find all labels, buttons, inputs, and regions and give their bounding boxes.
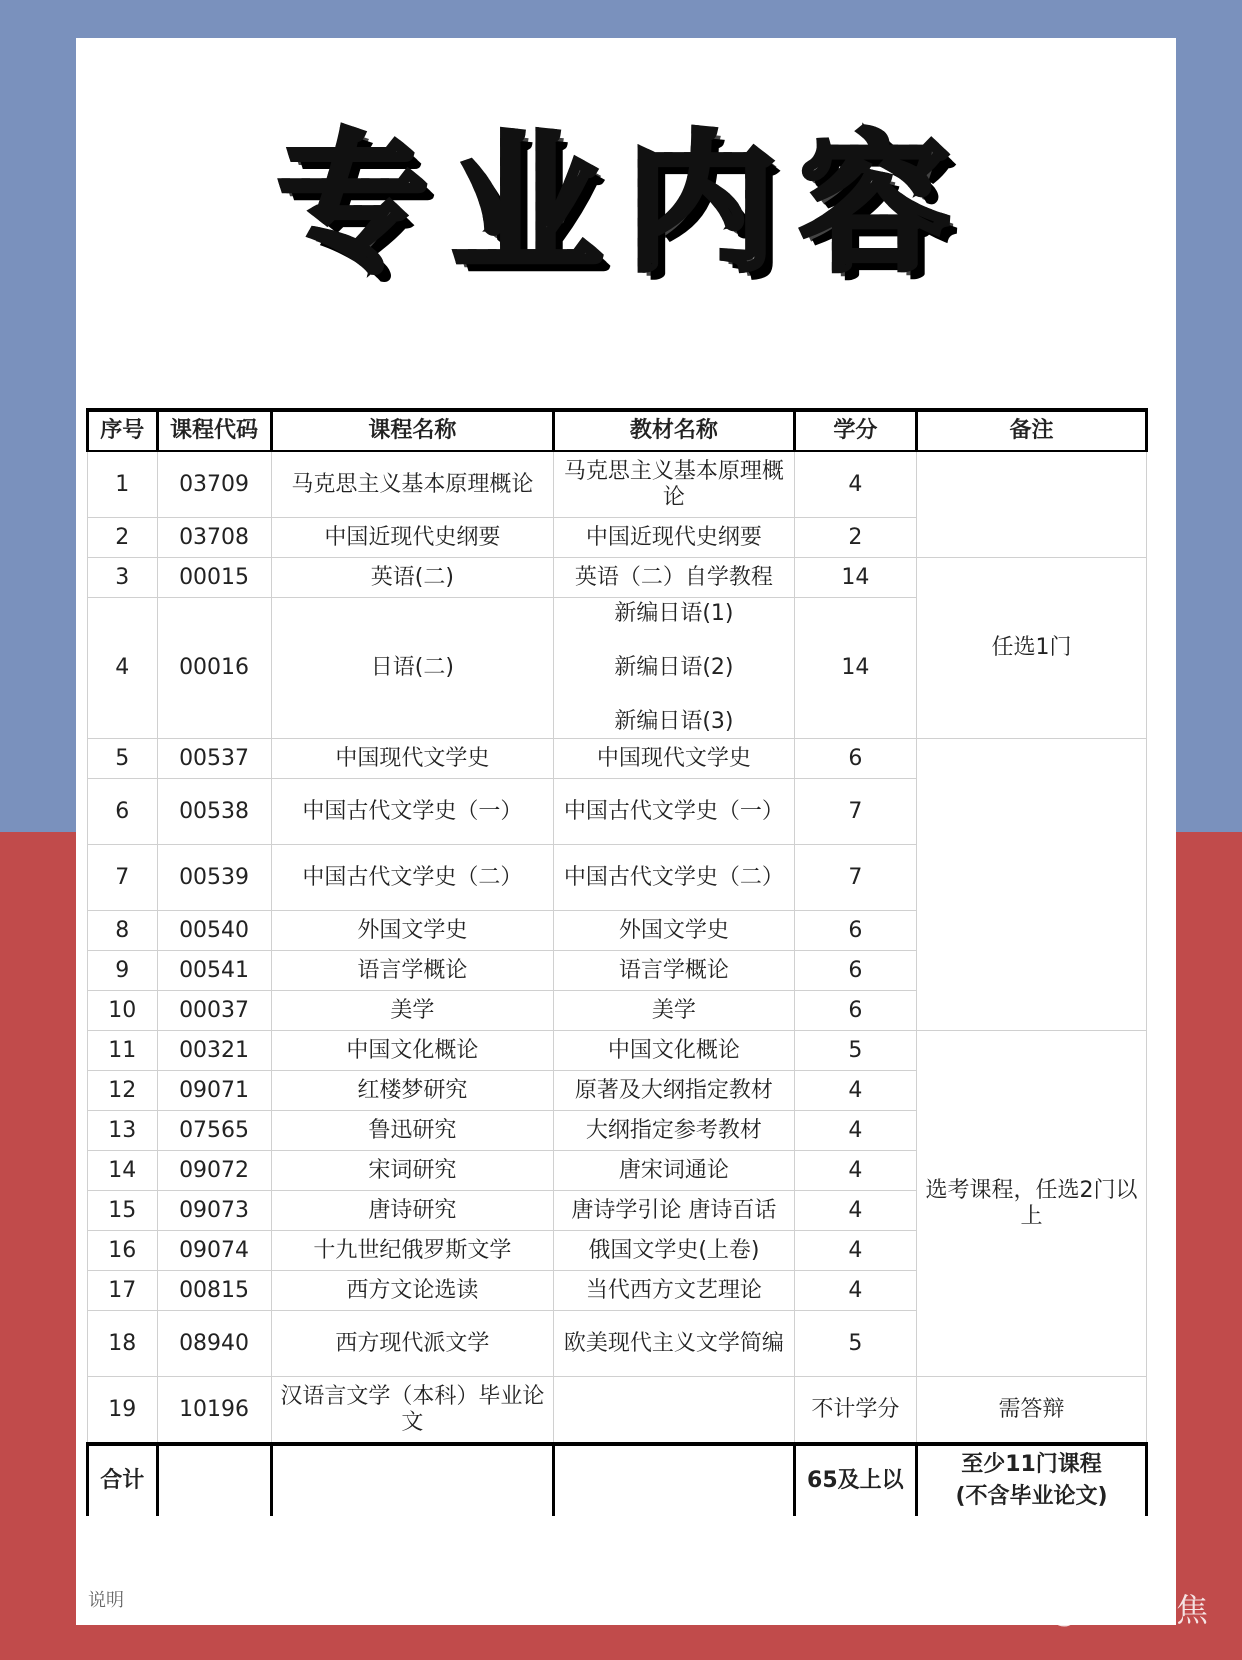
cell-remark-language: 任选1门	[917, 558, 1147, 739]
cell-name: 英语(二)	[271, 558, 554, 598]
cell-credit: 14	[794, 558, 916, 598]
cell-code: 09072	[157, 1151, 271, 1191]
cell-book	[554, 598, 794, 739]
cell-no: 18	[88, 1311, 158, 1377]
cell-code: 00540	[157, 911, 271, 951]
cell-name: 中国古代文学史（一）	[271, 779, 554, 845]
course-table	[86, 408, 1148, 1516]
cell-remark-thesis: 需答辩	[917, 1377, 1147, 1445]
cell-credit: 4	[794, 1111, 916, 1151]
footer-empty	[157, 1444, 271, 1516]
footer-credit: 65及上以	[794, 1444, 916, 1516]
cell-remark-empty	[917, 451, 1147, 558]
cell-name: 外国文学史	[271, 911, 554, 951]
cell-book: 欧美现代主义文学简编	[554, 1311, 794, 1377]
cell-name: 十九世纪俄罗斯文学	[271, 1231, 554, 1271]
cell-code: 00538	[157, 779, 271, 845]
cell-code: 08940	[157, 1311, 271, 1377]
cell-no: 5	[88, 739, 158, 779]
cell-no: 6	[88, 779, 158, 845]
note-label-cut: 说明	[88, 1590, 124, 1611]
cell-credit: 4	[794, 1231, 916, 1271]
table-row	[88, 1377, 1147, 1445]
table-row	[88, 739, 1147, 779]
cell-remark-elective: 选考课程，任选2门以上	[917, 1031, 1147, 1377]
cell-book: 美学	[554, 991, 794, 1031]
cell-no: 17	[88, 1271, 158, 1311]
cell-book: 马克思主义基本原理概论	[554, 451, 794, 518]
cell-no: 4	[88, 598, 158, 739]
watermark-site: 知乎	[971, 1591, 1036, 1629]
cell-name: 红楼梦研究	[271, 1071, 554, 1111]
cell-code: 03709	[157, 451, 271, 518]
header-book: 教材名称	[554, 410, 794, 451]
cell-name: 鲁迅研究	[271, 1111, 554, 1151]
cell-name: 汉语言文学（本科）毕业论文	[271, 1377, 554, 1445]
cell-book: 中国古代文学史（二）	[554, 845, 794, 911]
cell-code: 07565	[157, 1111, 271, 1151]
footer-remark-line: (不含毕业论文)	[955, 1484, 1108, 1509]
cell-book: 中国古代文学史（一）	[554, 779, 794, 845]
cell-remark-empty	[917, 739, 1147, 1031]
cell-code: 00815	[157, 1271, 271, 1311]
footer-label: 合计	[88, 1444, 158, 1516]
cell-credit: 4	[794, 1191, 916, 1231]
cell-credit: 6	[794, 951, 916, 991]
cell-no: 3	[88, 558, 158, 598]
cell-credit: 5	[794, 1031, 916, 1071]
cell-code: 00541	[157, 951, 271, 991]
cell-book: 英语（二）自学教程	[554, 558, 794, 598]
cell-credit: 4	[794, 451, 916, 518]
cell-credit: 5	[794, 1311, 916, 1377]
book-line: 新编日语(3)	[614, 709, 734, 734]
table-row	[88, 558, 1147, 598]
cell-credit: 4	[794, 1071, 916, 1111]
cell-name: 马克思主义基本原理概论	[271, 451, 554, 518]
cell-name: 日语(二)	[271, 598, 554, 739]
table-row	[88, 1031, 1147, 1071]
header-remark: 备注	[917, 410, 1147, 451]
cell-code: 00016	[157, 598, 271, 739]
cell-credit: 14	[794, 598, 916, 739]
cell-book: 中国现代文学史	[554, 739, 794, 779]
cell-no: 15	[88, 1191, 158, 1231]
cell-code: 00321	[157, 1031, 271, 1071]
cell-no: 13	[88, 1111, 158, 1151]
cell-book: 大纲指定参考教材	[554, 1111, 794, 1151]
cell-credit: 6	[794, 911, 916, 951]
cell-credit: 不计学分	[794, 1377, 916, 1445]
cell-name: 美学	[271, 991, 554, 1031]
cell-no: 2	[88, 518, 158, 558]
cell-book	[554, 1377, 794, 1445]
header-no: 序号	[88, 410, 158, 451]
watermark-author: @自考聚焦	[1047, 1591, 1208, 1629]
header-credit: 学分	[794, 410, 916, 451]
content-card	[76, 38, 1176, 1625]
cell-code: 00015	[157, 558, 271, 598]
cell-name: 中国古代文学史（二）	[271, 845, 554, 911]
footer-remark	[917, 1444, 1147, 1516]
cell-name: 中国文化概论	[271, 1031, 554, 1071]
cell-book: 语言学概论	[554, 951, 794, 991]
cell-credit: 2	[794, 518, 916, 558]
cell-book: 外国文学史	[554, 911, 794, 951]
book-line: 新编日语(1)	[614, 601, 734, 626]
cell-credit: 6	[794, 991, 916, 1031]
cell-name: 语言学概论	[271, 951, 554, 991]
cell-code: 03708	[157, 518, 271, 558]
cell-no: 19	[88, 1377, 158, 1445]
cell-name: 中国现代文学史	[271, 739, 554, 779]
table-header-row	[88, 410, 1147, 451]
book-line: 新编日语(2)	[614, 655, 734, 680]
footer-empty	[554, 1444, 794, 1516]
cell-book: 中国文化概论	[554, 1031, 794, 1071]
cell-code: 00539	[157, 845, 271, 911]
cell-name: 中国近现代史纲要	[271, 518, 554, 558]
cell-name: 唐诗研究	[271, 1191, 554, 1231]
header-code: 课程代码	[157, 410, 271, 451]
table-row	[88, 451, 1147, 518]
cell-code: 00037	[157, 991, 271, 1031]
cell-name: 西方现代派文学	[271, 1311, 554, 1377]
footer-remark-line: 至少11门课程	[961, 1452, 1102, 1477]
cell-code: 09071	[157, 1071, 271, 1111]
cell-no: 14	[88, 1151, 158, 1191]
cell-no: 9	[88, 951, 158, 991]
table-footer-row	[88, 1444, 1147, 1516]
cell-name: 西方文论选读	[271, 1271, 554, 1311]
cell-name: 宋词研究	[271, 1151, 554, 1191]
page-title: 专业内容	[76, 96, 1176, 286]
cell-book: 俄国文学史(上卷)	[554, 1231, 794, 1271]
cell-book: 中国近现代史纲要	[554, 518, 794, 558]
cell-no: 7	[88, 845, 158, 911]
header-name: 课程名称	[271, 410, 554, 451]
cell-credit: 6	[794, 739, 916, 779]
cell-no: 8	[88, 911, 158, 951]
cell-no: 12	[88, 1071, 158, 1111]
cell-code: 00537	[157, 739, 271, 779]
cell-no: 1	[88, 451, 158, 518]
cell-no: 11	[88, 1031, 158, 1071]
cell-book: 原著及大纲指定教材	[554, 1071, 794, 1111]
cell-credit: 4	[794, 1271, 916, 1311]
cell-book: 当代西方文艺理论	[554, 1271, 794, 1311]
cell-no: 10	[88, 991, 158, 1031]
cell-credit: 7	[794, 779, 916, 845]
cell-code: 09073	[157, 1191, 271, 1231]
cell-no: 16	[88, 1231, 158, 1271]
cell-book: 唐宋词通论	[554, 1151, 794, 1191]
footer-empty	[271, 1444, 554, 1516]
cell-book: 唐诗学引论 唐诗百话	[554, 1191, 794, 1231]
course-table-container	[86, 408, 1148, 1590]
watermark	[972, 1588, 1208, 1628]
cell-code: 09074	[157, 1231, 271, 1271]
cell-credit: 7	[794, 845, 916, 911]
cell-credit: 4	[794, 1151, 916, 1191]
cell-code: 10196	[157, 1377, 271, 1445]
